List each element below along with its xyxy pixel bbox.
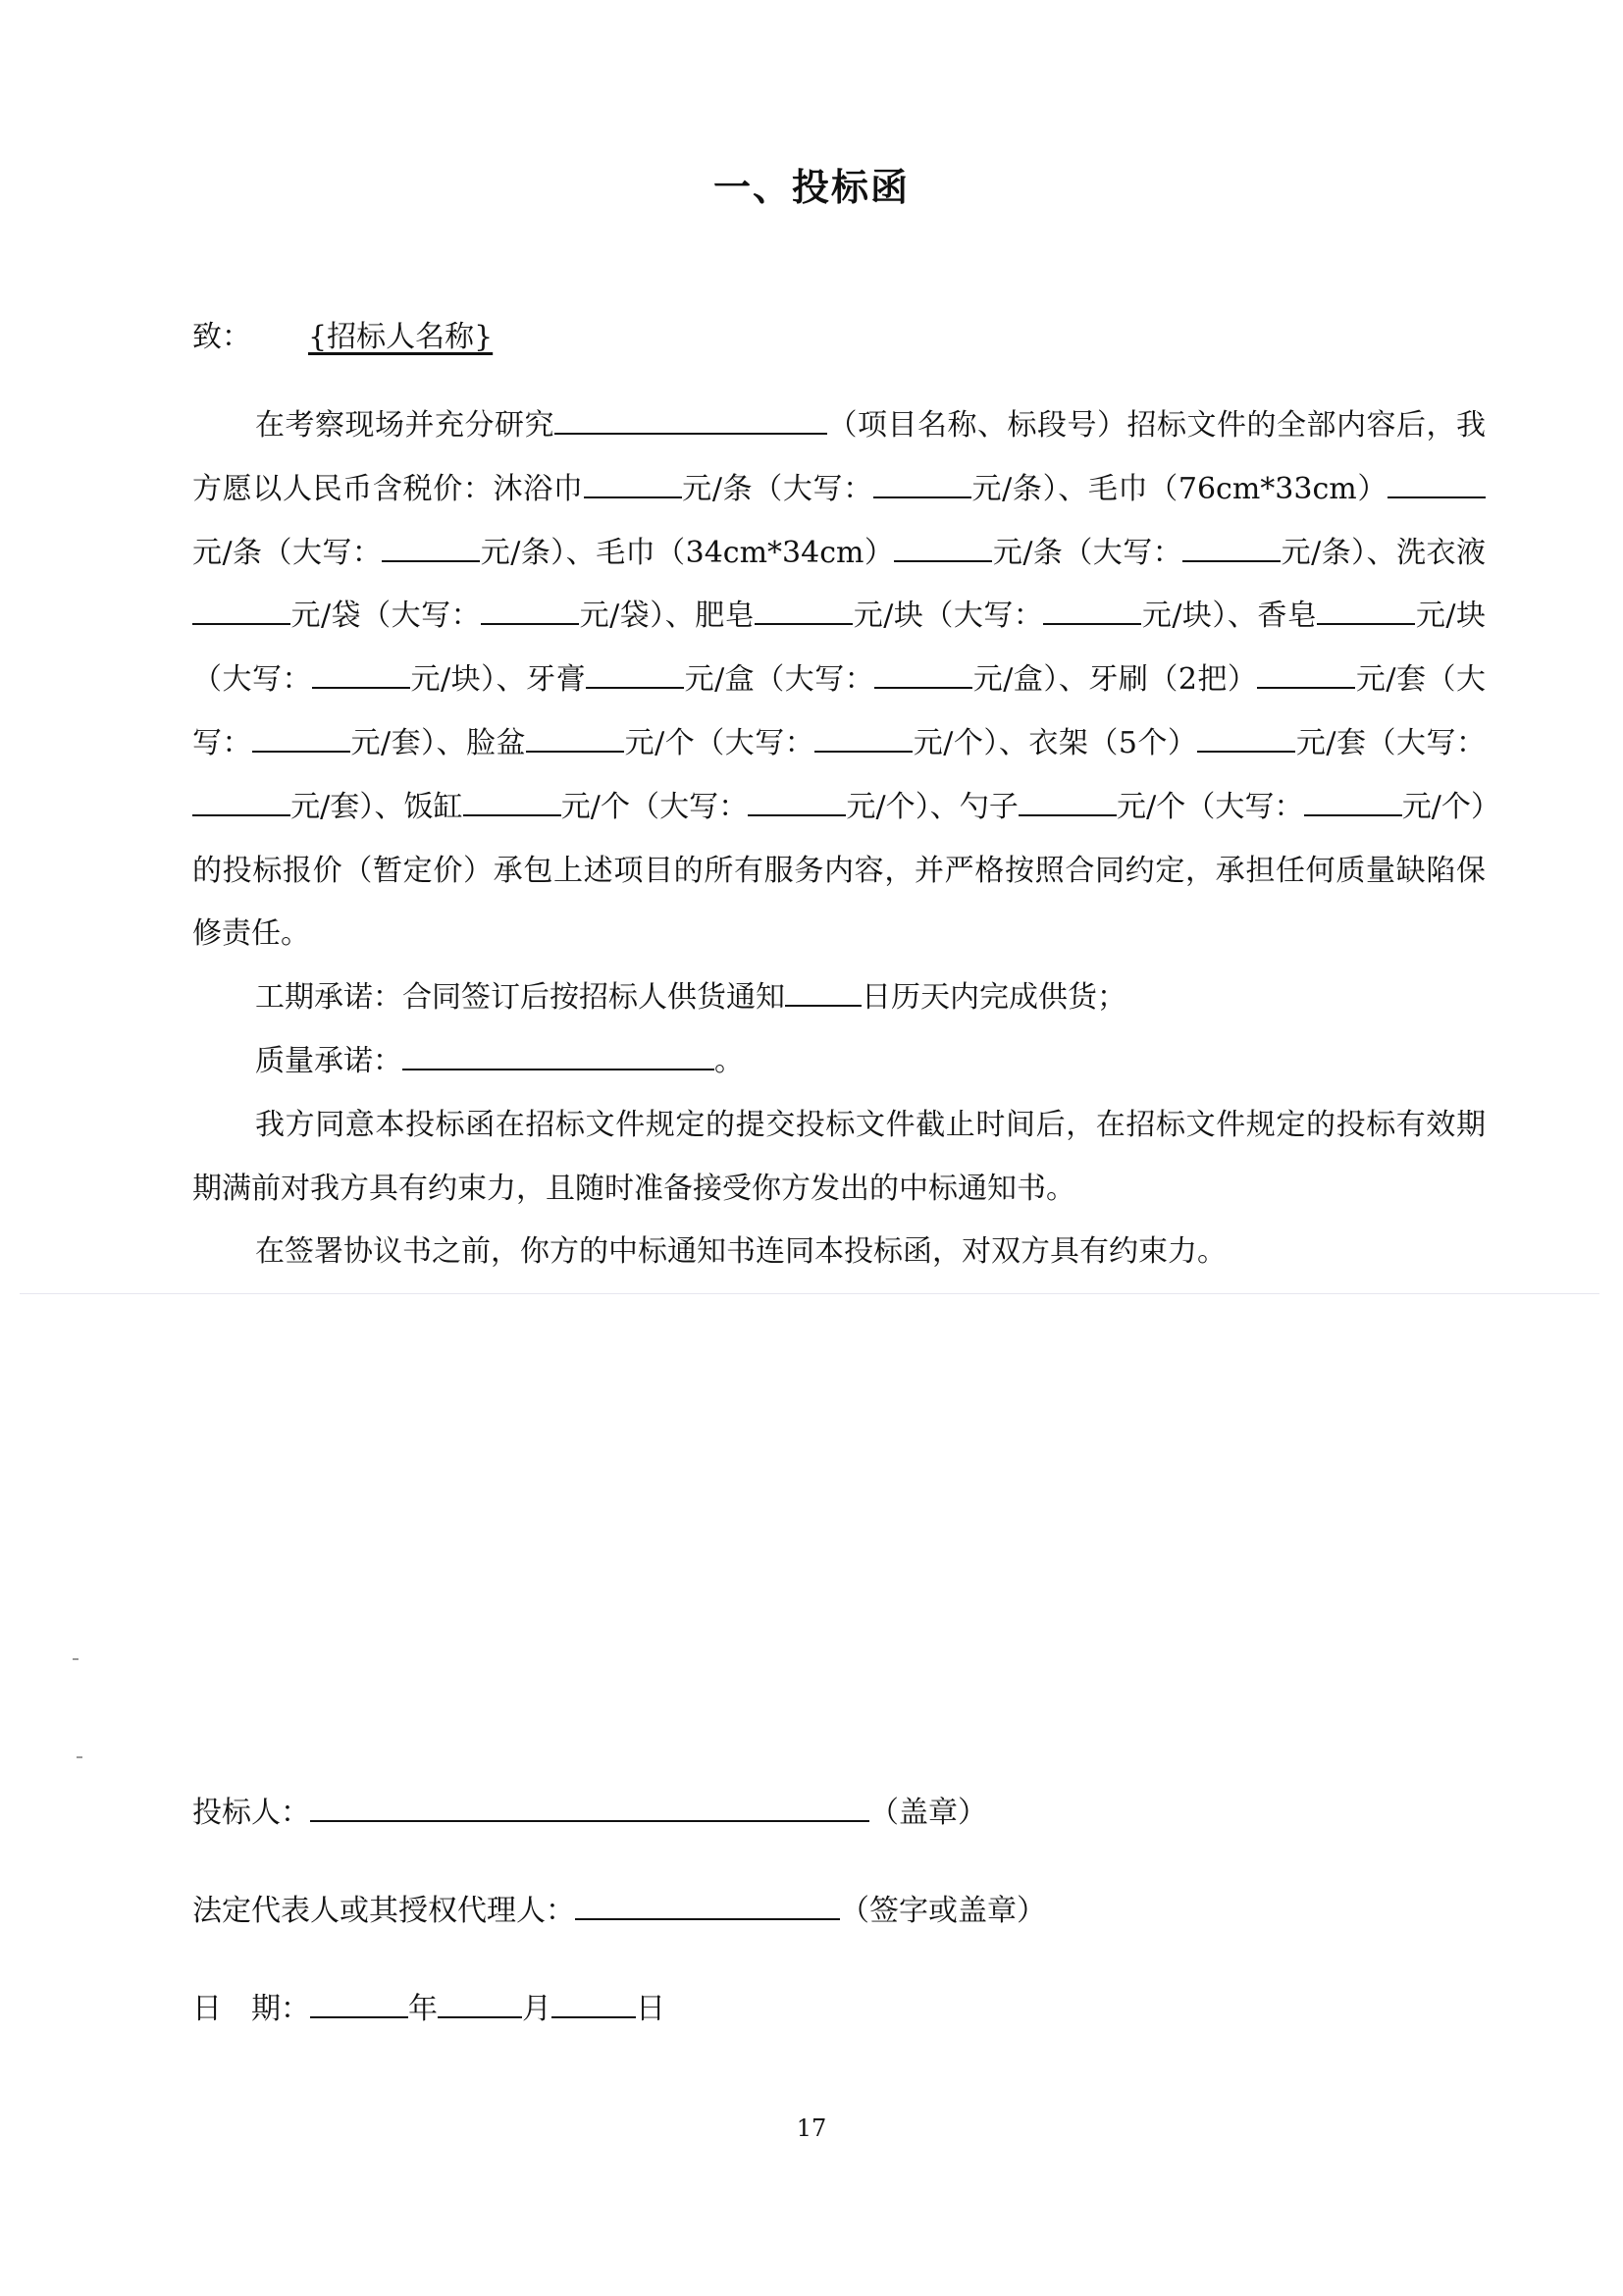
text-segment: 元/条（大写：	[992, 535, 1183, 570]
scan-artifact-line	[20, 1293, 1599, 1294]
month-label: 月	[522, 1992, 551, 2026]
text-segment: 元/块（大写：	[853, 599, 1044, 634]
addressee-name: {招标人名称}	[308, 320, 494, 354]
price-blank	[873, 496, 971, 498]
price-blank	[1257, 686, 1355, 689]
date-line	[192, 1984, 665, 2027]
period-commitment	[192, 966, 1486, 1030]
addressee-line	[192, 312, 493, 355]
binding-paragraph: 在签署协议书之前，你方的中标通知书连同本投标函，对双方具有约束力。	[255, 1234, 1227, 1270]
price-blank	[1182, 559, 1281, 562]
price-blank	[894, 559, 992, 562]
text-segment: 。	[714, 1043, 744, 1078]
price-blank	[192, 622, 290, 625]
text-segment: 元/个）、衣架（5个）	[913, 725, 1198, 760]
text-segment: 元/个（大写：	[1116, 789, 1304, 824]
bidder-blank	[310, 1819, 869, 1822]
text-segment: （项目名称、标段号）招标文件的全部内容后，我方愿以人民币含税价：沐浴巾	[192, 408, 1486, 506]
price-blank	[1317, 622, 1415, 625]
price-blank	[586, 686, 684, 689]
price-blank	[1387, 496, 1486, 498]
scan-mark	[73, 1658, 79, 1660]
text-segment: 元/条）、毛巾（34cm*34cm）	[480, 535, 895, 570]
bidder-note: （盖章）	[869, 1796, 987, 1830]
days-blank	[785, 1004, 862, 1007]
text-segment: 元/块）、牙膏	[410, 662, 587, 698]
text-segment: 在考察现场并充分研究	[255, 408, 554, 443]
page-title: 一、投标函	[712, 166, 910, 209]
text-segment: 元/个）的投标报价（暂定价）承包上述项目的所有服务内容，并严格按照合同约定，承担任何质量缺陷保修责任。	[192, 789, 1487, 952]
letter-body	[192, 394, 1486, 1284]
month-blank	[438, 2015, 522, 2018]
price-blank	[1043, 622, 1141, 625]
price-blank	[526, 750, 624, 753]
representative-blank	[575, 1917, 840, 1920]
price-blank	[252, 750, 350, 753]
text-segment: 元/个）、勺子	[846, 789, 1019, 824]
text-segment: 元/条（大写：	[681, 471, 873, 506]
text-segment: 质量承诺：	[255, 1043, 402, 1078]
price-blank	[192, 813, 290, 816]
text-segment: 元/套）、饭缸	[290, 789, 463, 824]
year-blank	[310, 2015, 408, 2018]
text-segment: 元/个（大写：	[624, 725, 815, 760]
representative-note: （签字或盖章）	[840, 1894, 1046, 1928]
scan-mark	[77, 1756, 82, 1758]
text-segment: 元/盒）、牙刷（2把）	[972, 662, 1258, 698]
text-segment: 元/条）、毛巾（76cm*33cm）	[970, 471, 1388, 506]
price-blank	[748, 813, 846, 816]
text-segment: 元/盒（大写：	[684, 662, 875, 698]
price-paragraph	[192, 394, 1486, 966]
text-segment: 工期承诺：合同签订后按招标人供货通知	[255, 980, 785, 1016]
price-blank	[814, 750, 913, 753]
bidder-line	[192, 1788, 987, 1831]
representative-label: 法定代表人或其授权代理人：	[192, 1894, 575, 1928]
price-blank	[874, 686, 972, 689]
text-segment: 元/块）、香皂	[1141, 599, 1318, 634]
price-blank	[1019, 813, 1117, 816]
date-label: 日 期：	[192, 1992, 310, 2026]
quality-commitment	[192, 1030, 1486, 1094]
text-segment: 元/块（大写：	[192, 599, 1487, 698]
text-segment: 元/袋）、肥皂	[579, 599, 756, 634]
price-blank	[1197, 750, 1295, 753]
text-segment: 元/套）、脸盆	[350, 725, 527, 760]
price-blank	[312, 686, 410, 689]
quality-blank	[402, 1068, 714, 1070]
text-segment: 元/套（大写：	[1295, 725, 1487, 760]
project-name-blank	[554, 432, 827, 435]
price-blank	[584, 496, 682, 498]
text-segment: 元/袋（大写：	[290, 599, 482, 634]
text-segment: 元/套（大写：	[192, 662, 1487, 760]
text-segment: 元/条）、洗衣液	[1281, 535, 1487, 570]
day-blank	[551, 2015, 636, 2018]
price-blank	[755, 622, 853, 625]
bidder-label: 投标人：	[192, 1796, 310, 1830]
validity-paragraph: 我方同意本投标函在招标文件规定的提交投标文件截止时间后，在招标文件规定的投标有效期期满前对我方具有约束力，且随时准备接受你方发出的中标通知书。	[192, 1107, 1486, 1206]
addressee-label: 致：	[192, 320, 251, 354]
representative-line	[192, 1886, 1046, 1929]
text-segment: 元/条（大写：	[192, 535, 383, 570]
text-segment: 元/个（大写：	[560, 789, 749, 824]
day-label: 日	[636, 1992, 665, 2026]
price-blank	[1304, 813, 1402, 816]
page-number: 17	[796, 2114, 827, 2142]
price-blank	[382, 559, 480, 562]
price-blank	[481, 622, 579, 625]
price-blank	[463, 813, 561, 816]
year-label: 年	[408, 1992, 438, 2026]
text-segment: 日历天内完成供货；	[862, 980, 1126, 1016]
